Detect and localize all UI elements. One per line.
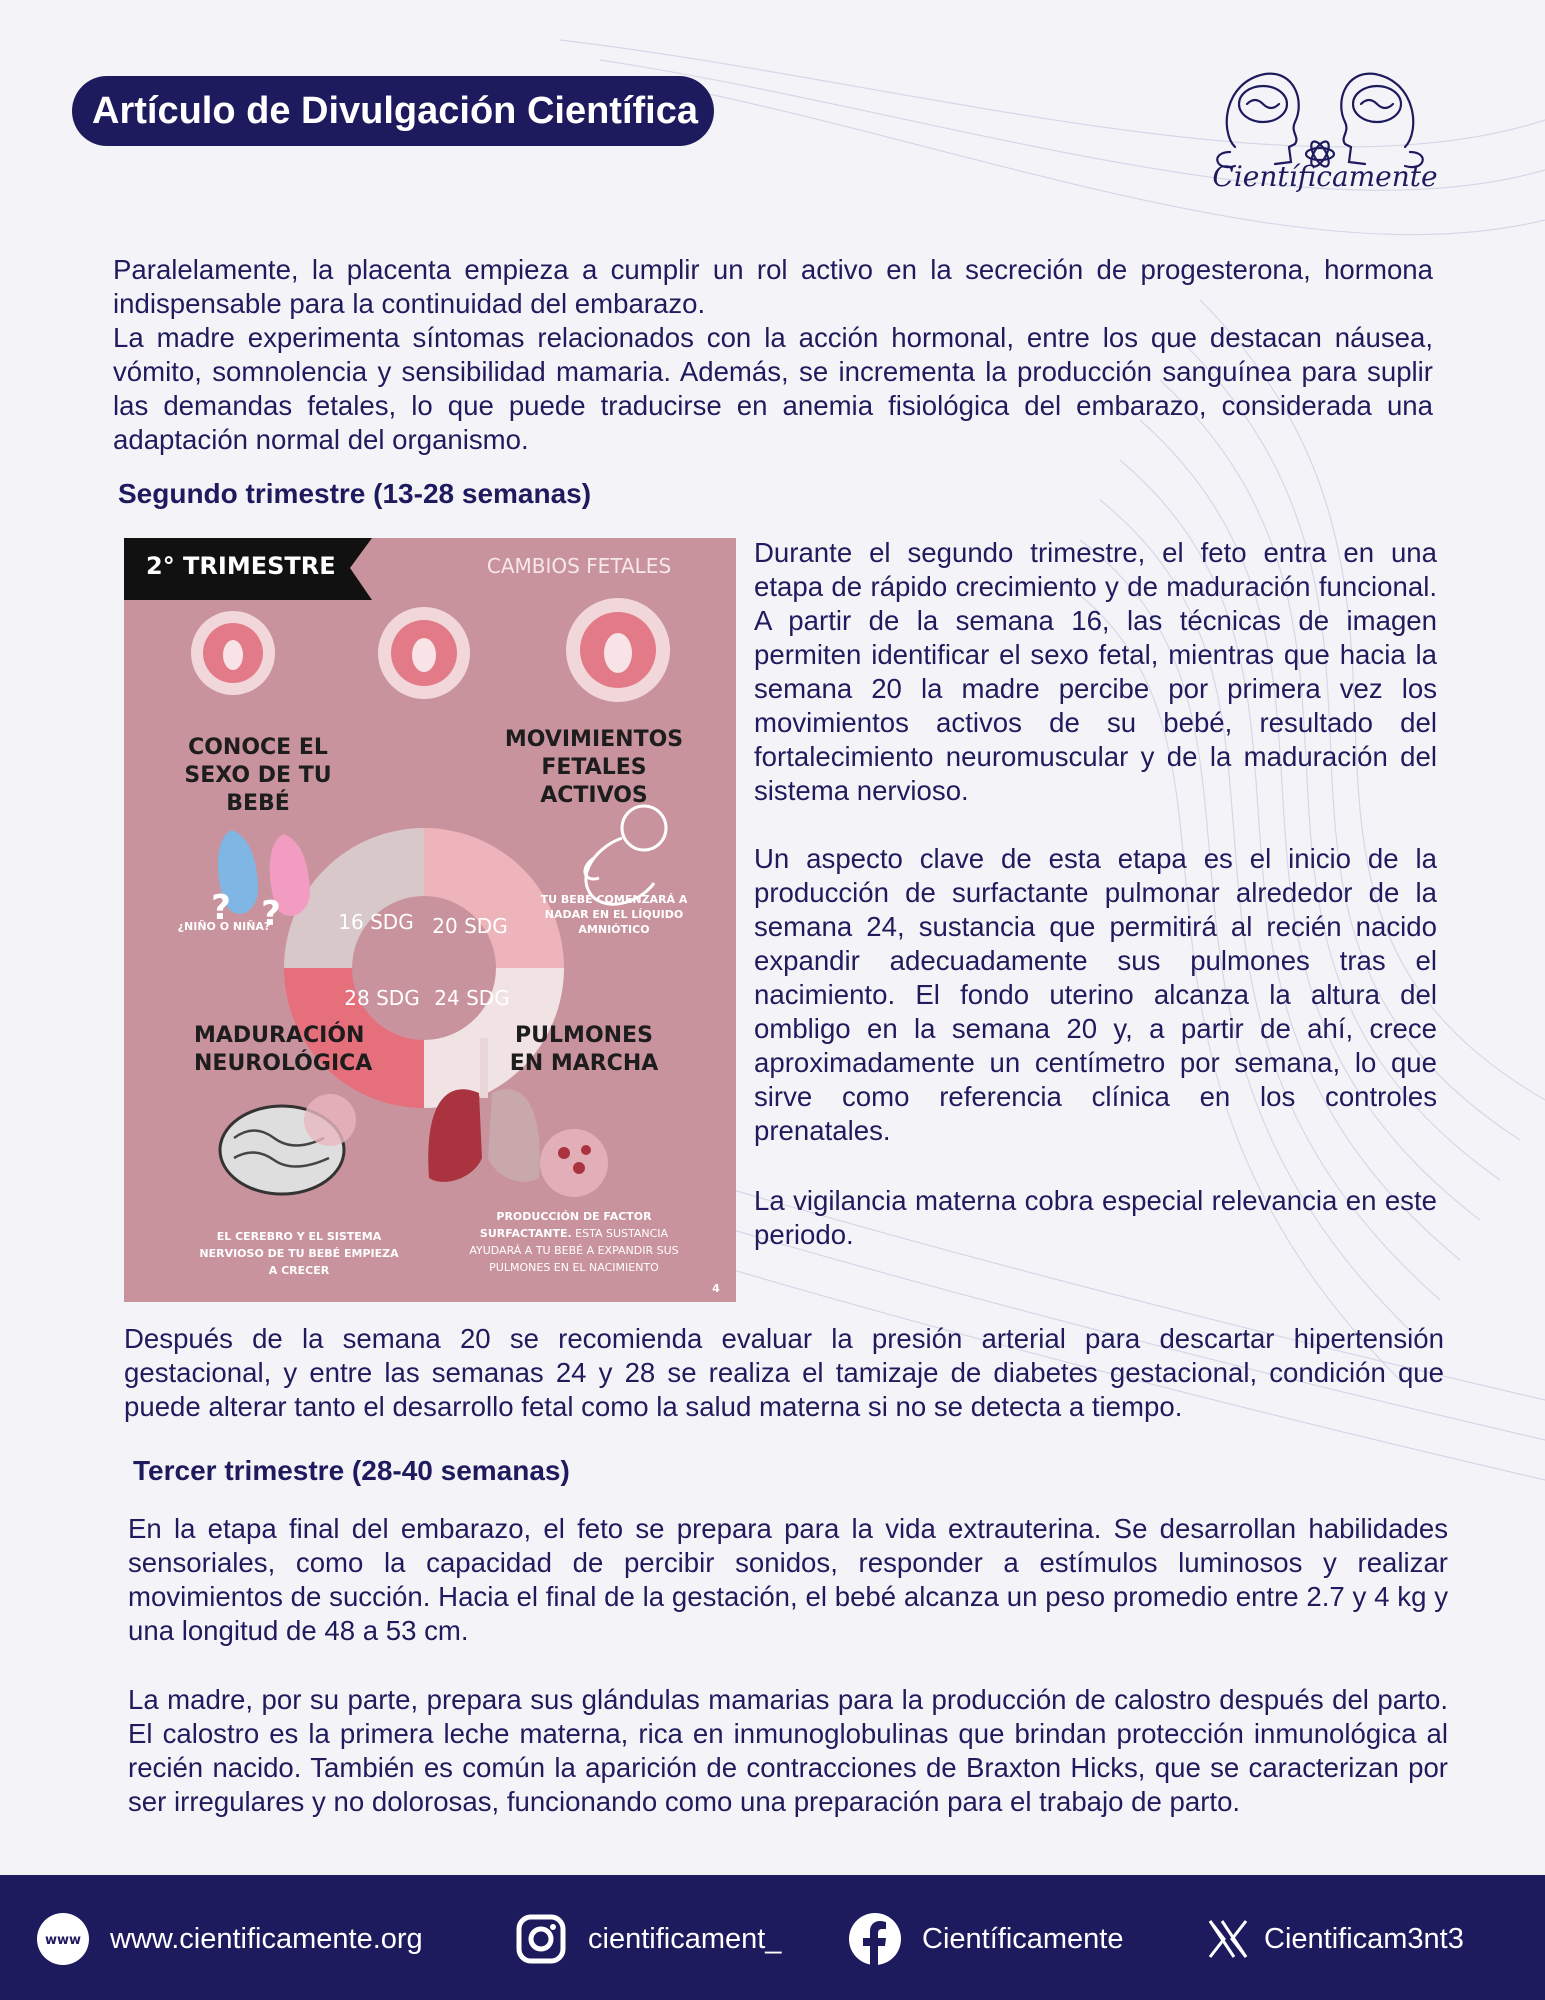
logo-wordmark: Científicamente	[1212, 160, 1438, 193]
question-mark-blue: ?	[211, 888, 231, 928]
neuro-title: MADURACIÓN NEUROLÓGICA	[194, 1023, 373, 1076]
infographic-badge: 2° TRIMESTRE	[146, 552, 336, 580]
sdg-24-label: 24 SDG	[434, 986, 510, 1010]
third-trimester-paragraph-2: La madre, por su parte, prepara sus glándulas mamarias para la producción de calostro después del parto. El calostro es la primera leche materna, rica en inmunoglobulinas que brindan protección inmunológica al recién nacido. También es común la aparición de contracciones de Braxton Hicks, que se caracterizan por ser irregulares y no dolorosas, funcionando como una preparación para el trabajo de parto.	[128, 1684, 1448, 1817]
question-mark-pink: ?	[261, 894, 281, 934]
globe-icon	[36, 1912, 90, 1966]
neuro-caption: EL CEREBRO Y EL SISTEMA NERVIOSO DE TU BEBÉ EMPIEZA A CRECER	[199, 1230, 399, 1277]
third-trimester-heading: Tercer trimestre (28-40 semanas)	[133, 1455, 570, 1486]
footer-x-text: Cientificam3nt3	[1264, 1922, 1464, 1955]
second-trimester-paragraph-3: La vigilancia materna cobra especial relevancia en este periodo.	[754, 1185, 1437, 1250]
intro-paragraph-1: Paralelamente, la placenta empieza a cumplir un rol activo en la secreción de progesterona, hormona indispensable para la continuidad del embarazo.	[113, 254, 1433, 319]
sex-caption: ¿NIÑO O NIÑA?	[177, 920, 271, 933]
intro-paragraph-2: La madre experimenta síntomas relacionados con la acción hormonal, entre los que destacan náusea, vómito, somnolencia y sensibilidad mamaria. Además, se incrementa la producción sanguínea para suplir las demandas fetales, lo que puede traducirse en anemia fisiológica del embarazo, considerada una adaptación normal del organismo.	[113, 322, 1433, 455]
infographic-subtitle: CAMBIOS FETALES	[486, 554, 672, 578]
lungs-title: PULMONES EN MARCHA	[509, 1023, 659, 1076]
article-type-title: Artículo de Divulgación Científica	[72, 76, 714, 146]
footer-facebook-text: Científicamente	[922, 1922, 1124, 1955]
third-trimester-paragraph-1: En la etapa final del embarazo, el feto se prepara para la vida extrauterina. Se desarrollan habilidades sensoriales, como la capacidad de percibir sonidos, responder a estímulos luminosos y realizar movimientos de succión. Hacia el final de la gestación, el bebé alcanza un peso promedio entre 2.7 y 4 kg y una longitud de 48 a 53 cm.	[128, 1513, 1448, 1646]
instagram-icon	[514, 1912, 568, 1966]
footer-website-link[interactable]	[36, 1911, 423, 1967]
lungs-caption	[464, 1208, 684, 1276]
infographic-page-number: 4	[712, 1282, 720, 1295]
footer-facebook-link[interactable]	[848, 1911, 1124, 1967]
footer-x-link[interactable]	[1204, 1911, 1464, 1967]
second-trimester-paragraph-4: Después de la semana 20 se recomienda evaluar la presión arterial para descartar hipertensión gestacional, y entre las semanas 24 y 28 se realiza el tamizaje de diabetes gestacional, condición que puede alterar tanto el desarrollo fetal como la salud materna si no se detecta a tiempo.	[124, 1323, 1444, 1422]
fetus-icons	[191, 598, 670, 702]
footer-bar	[0, 1875, 1545, 2000]
intro-paragraph	[113, 253, 1433, 457]
second-trimester-infographic	[124, 538, 736, 1302]
lungs-caption-bold: PRODUCCIÓN DE FACTOR SURFACTANTE.	[479, 1210, 652, 1240]
sdg-28-label: 28 SDG	[344, 986, 420, 1010]
lungs-caption-rest: ESTA SUSTANCIA AYUDARÁ A TU BEBÉ A EXPANDIR SUS PULMONES EN EL NACIMIENTO	[469, 1227, 679, 1274]
baby-swimming-icon	[585, 806, 666, 904]
brain-icon	[220, 1094, 356, 1194]
sdg-20-label: 20 SDG	[432, 914, 508, 938]
footer-instagram-text: cientificament_	[588, 1922, 782, 1955]
footer-website-text: www.cientificamente.org	[110, 1922, 423, 1955]
x-icon	[1204, 1912, 1252, 1966]
sdg-16-label: 16 SDG	[338, 910, 414, 934]
facebook-icon	[848, 1912, 902, 1966]
second-trimester-paragraph-2: Un aspecto clave de esta etapa es el inicio de la producción de surfactante pulmonar alrededor de la semana 24, sustancia que permitirá al recién nacido expandir adecuadamente sus pulmones tras el nacimiento. El fondo uterino alcanza la altura del ombligo en la semana 20 y, a partir de ahí, crece aproximadamente un centímetro por semana, lo que sirve como referencia clínica en los controles prenatales.	[754, 843, 1437, 1146]
second-trimester-heading: Segundo trimestre (13-28 semanas)	[118, 478, 592, 509]
globe-icon-text: www	[44, 1933, 82, 1948]
footer-instagram-link[interactable]	[514, 1911, 781, 1967]
second-trimester-paragraph-1: Durante el segundo trimestre, el feto entra en una etapa de rápido crecimiento y de maduración funcional. A partir de la semana 16, las técnicas de imagen permiten identificar el sexo fetal, mientras que hacia la semana 20 la madre percibe por primera vez los movimientos activos de su bebé, resultado del fortalecimiento neuromuscular y de la maduración del sistema nervioso.	[754, 537, 1437, 806]
movements-caption: TU BEBÉ COMENZARÁ A NADAR EN EL LÍQUIDO AMNIÓTICO	[540, 893, 688, 936]
movements-title: MOVIMIENTOS FETALES ACTIVOS	[504, 727, 684, 808]
sex-title: CONOCE EL SEXO DE TU BEBÉ	[184, 735, 332, 816]
